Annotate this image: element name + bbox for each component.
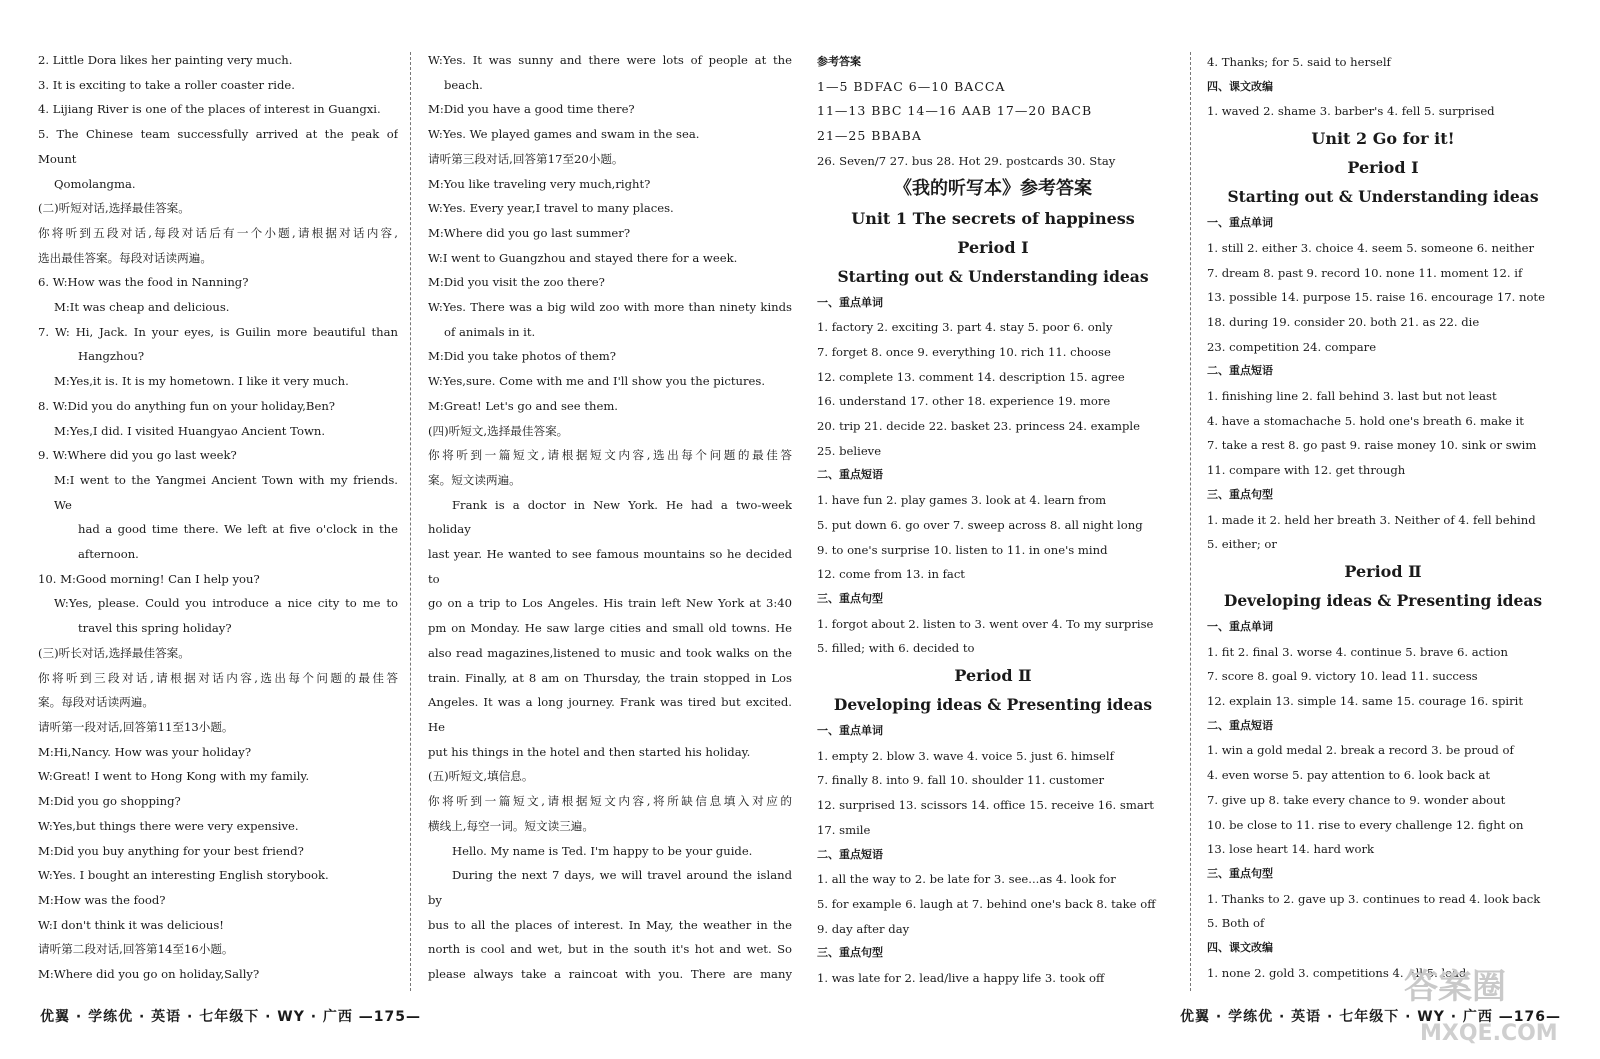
text-line: W:I don't think it was delicious! [38,917,224,932]
text-line: 1. all the way to 2. be late for 3. see...as 4. look for [817,872,1116,887]
text-line: 5. filled; with 6. decided to [817,641,975,656]
text-line: Qomolangma. [54,176,136,191]
text-line: 11—13 BBC 14—16 AAB 17—20 BACB [817,103,1093,119]
text-line: 10. be close to 11. rise to every challenge 12. fight on [1207,817,1524,832]
text-line: Period Ⅰ [957,237,1029,257]
text-line: 5. put down 6. go over 7. sweep across 8. all night long [817,517,1143,532]
text-line: bus to all the places of interest. In May, the weather in the [428,917,792,932]
text-line: 三、重点句型 [1207,487,1273,501]
text-line: 1. fit 2. final 3. worse 4. continue 5. brave 6. action [1207,644,1508,659]
text-line: beach. [444,77,483,92]
text-line: had a good time there. We left at five o'clock in the [78,522,398,537]
text-line: (二)听短对话,选择最佳答案。 [38,201,190,216]
text-line: M:Did you have a good time there? [428,102,635,117]
text-line: M:I went to the Yangmei Ancient Town with my friends. We [54,472,398,512]
column-2 [428,48,792,989]
text-line: 一、重点单词 [817,295,883,309]
text-line: please always take a raincoat with you. There are many [428,967,792,982]
text-line: 1. none 2. gold 3. competitions 4. All 5. lead [1207,965,1467,980]
text-line: 三、重点句型 [817,946,883,960]
text-line: M:Did you go shopping? [38,794,181,809]
text-line: 三、重点句型 [1207,866,1273,880]
text-line: 25. believe [817,443,882,458]
text-line: 12. surprised 13. scissors 14. office 15. receive 16. smart [817,798,1154,813]
text-line: M:Did you buy anything for your best friend? [38,843,304,858]
text-line: 请听第二段对话,回答第14至16小题。 [38,942,234,957]
text-line: Hello. My name is Ted. I'm happy to be your guide. [452,843,753,858]
text-line: 7. score 8. goal 9. victory 10. lead 11. success [1207,669,1478,684]
text-line: north is cool and wet, but in the south it's hot and wet. So [428,942,792,957]
text-line: of animals in it. [444,324,536,339]
text-line: 1—5 BDFAC 6—10 BACCA [817,78,1006,94]
text-line: 5. The Chinese team successfully arrived at the peak of Mount [38,127,398,166]
text-line: Period Ⅱ [1344,561,1422,581]
text-line: 7. finally 8. into 9. fall 10. shoulder 11. customer [817,773,1105,788]
text-line [38,987,398,989]
text-line: 12. explain 13. simple 14. same 15. courage 16. spirit [1207,694,1523,709]
watermark-url: MXQE.COM [1420,1021,1558,1046]
text-line: M:Hi,Nancy. How was your holiday? [38,744,252,759]
text-line: M:Did you take photos of them? [428,349,617,364]
text-line: (三)听长对话,选择最佳答案。 [38,645,190,660]
text-line: last year. He wanted to see famous mountains so he decided to [428,547,792,586]
text-line: 1. finishing line 2. fall behind 3. last but not least [1207,389,1497,404]
text-line: go on a trip to Los Angeles. His train left New York at 3:40 [428,596,792,611]
text-line: 1. still 2. either 3. choice 4. seem 5. someone 6. neither [1207,240,1535,255]
text-line: W:Yes. There was a big wild zoo with more than ninety kinds [428,300,792,315]
text-line: Period Ⅰ [1347,158,1419,178]
text-line: (四)听短文,选择最佳答案。 [428,423,569,438]
column-1 [38,48,398,989]
text-line: 18. during 19. consider 20. both 21. as 22. die [1207,314,1480,329]
text-line: 1. have fun 2. play games 3. look at 4. learn from [817,493,1107,508]
text-line: 13. lose heart 14. hard work [1207,842,1375,857]
text-line: 7. W: Hi, Jack. In your eyes, is Guilin more beautiful than [38,324,398,339]
page-footer-left: 优翼 · 学练优 · 英语 · 七年级下 · WY · 广西 —175— [40,1009,422,1025]
text-line: 一、重点单词 [1207,619,1273,633]
text-line: 1. was late for 2. lead/live a happy life 3. took off [817,971,1105,986]
text-line: 你将听到三段对话,请根据对话内容,选出每个问题的最佳答 [38,670,398,685]
text-line: 5. either; or [1207,537,1277,552]
text-line: 二、重点短语 [817,468,883,482]
text-line: 四、课文改编 [1207,79,1273,93]
text-line [428,987,792,989]
text-line: 案。短文读两遍。 [428,472,521,487]
text-line: 四、课文改编 [1207,941,1273,955]
text-line: 5. Both of [1207,916,1265,931]
text-line: 1. Thanks to 2. gave up 3. continues to read 4. look back [1207,891,1541,906]
text-line: 16. understand 17. other 18. experience 19. more [817,394,1111,409]
text-line: 20. trip 21. decide 22. basket 23. princess 24. example [817,419,1140,434]
text-line: During the next 7 days, we will travel around the island by [428,868,792,907]
text-line: 7. forget 8. once 9. everything 10. rich 11. choose [817,344,1111,359]
watermark-logo [1400,950,1590,1050]
text-line: 1. waved 2. shame 3. barber's 4. fell 5. surprised [1207,104,1495,119]
text-line: M:How was the food? [38,892,166,907]
text-line: 12. come from 13. in fact [817,567,965,582]
text-line: also read magazines,listened to music and took walks on the [428,645,792,660]
text-line: 23. competition 24. compare [1207,339,1377,354]
text-line: travel this spring holiday? [78,621,232,636]
text-line: 9. W:Where did you go last week? [38,448,237,463]
text-line: 一、重点单词 [1207,216,1273,230]
text-line: W:Yes,but things there were very expensive. [38,818,299,833]
text-line: 2. Little Dora likes her painting very much. [38,53,293,67]
text-line: Period Ⅱ [954,666,1032,686]
text-line: 请听第三段对话,回答第17至20小题。 [428,151,624,166]
text-line: 1. factory 2. exciting 3. part 4. stay 5. poor 6. only [817,320,1113,335]
text-line: 3. It is exciting to take a roller coaster ride. [38,77,295,92]
text-line: 6. W:How was the food in Nanning? [38,275,249,290]
text-line: 你将听到五段对话,每段对话后有一个小题,请根据对话内容, [38,225,398,240]
text-line: 二、重点短语 [1207,718,1273,732]
text-line: 17. smile [817,822,871,837]
text-line: W:I went to Guangzhou and stayed there for a week. [428,250,738,265]
text-line: put his things in the hotel and then started his holiday. [428,744,751,759]
text-line: 13. possible 14. purpose 15. raise 16. encourage 17. note [1207,290,1545,305]
text-line: 二、重点短语 [1207,364,1273,378]
text-line: W:Great! I went to Hong Kong with my family. [38,769,310,784]
text-line: 三、重点句型 [817,591,883,605]
text-line: 1. made it 2. held her breath 3. Neither of 4. fell behind [1207,512,1536,527]
text-line: 7. dream 8. past 9. record 10. none 11. moment 12. if [1207,265,1523,280]
text-line: (五)听短文,填信息。 [428,769,534,784]
text-line: Angeles. It was a long journey. Frank was tired but excited. He [428,695,792,734]
text-line: 21—25 BBABA [817,128,922,144]
text-line: Starting out & Understanding ideas [837,266,1149,286]
text-line: W:Yes,sure. Come with me and I'll show you the pictures. [428,374,766,389]
watermark-text: 答案圈 [1404,967,1506,1007]
text-line: M:It was cheap and delicious. [54,300,230,315]
column-divider [1190,52,1191,991]
text-line: Unit 1 The secrets of happiness [851,208,1135,228]
text-line: W:Yes, please. Could you introduce a nice city to me to [54,596,398,611]
text-line: 参考答案 [817,55,861,68]
text-line: Frank is a doctor in New York. He had a two-week holiday [428,497,792,537]
text-line: W:Yes. We played games and swam in the sea. [428,127,700,142]
text-line: 1. forgot about 2. listen to 3. went over 4. To my surprise [817,616,1154,631]
text-line: pm on Monday. He saw large cities and small old towns. He [428,621,792,636]
text-line: 9. to one's surprise 10. listen to 11. in one's mind [817,542,1108,557]
text-line: 7. give up 8. take every chance to 9. wonder about [1207,792,1506,807]
text-line: 8. W:Did you do anything fun on your holiday,Ben? [38,398,335,413]
text-line: 12. complete 13. comment 14. description 15. agree [817,369,1125,384]
text-line: M:Yes,it is. It is my hometown. I like it very much. [54,374,349,389]
text-line: 《我的听写本》参考答案 [894,177,1092,199]
text-line: 7. take a rest 8. go past 9. raise money 10. sink or swim [1207,438,1537,453]
text-line: W:Yes. I bought an interesting English storybook. [38,868,329,883]
text-line: Hangzhou? [78,349,145,364]
text-line: Developing ideas & Presenting ideas [1223,590,1543,610]
text-line: 11. compare with 12. get through [1207,463,1406,478]
text-line: 9. day after day [817,921,910,936]
text-line: 4. even worse 5. pay attention to 6. look back at [1207,768,1491,783]
column-divider [410,52,411,991]
text-line: 4. have a stomachache 5. hold one's breath 6. make it [1207,413,1524,428]
text-line: M:Where did you go on holiday,Sally? [38,967,260,982]
text-line: 你将听到一篇短文,请根据短文内容,选出每个问题的最佳答 [428,448,792,463]
text-line: W:Yes. It was sunny and there were lots of people at the [428,53,792,67]
column-4 [1207,50,1559,989]
text-line: M:Yes,I did. I visited Huangyao Ancient Town. [54,423,326,438]
text-line: 一、重点单词 [817,724,883,738]
text-line: 你将听到一篇短文,请根据短文内容,将所缺信息填入对应的 [428,794,792,809]
column-3 [817,50,1169,989]
text-line: train. Finally, at 8 am on Thursday, the train stopped in Los [428,670,792,685]
text-line: 10. M:Good morning! Can I help you? [38,571,260,586]
text-line: Unit 2 Go for it! [1311,129,1455,149]
text-line: 请听第一段对话,回答第11至13小题。 [38,719,234,734]
text-line: Starting out & Understanding ideas [1227,187,1539,207]
text-line: 4. Thanks; for 5. said to herself [1207,55,1391,69]
text-line: 1. empty 2. blow 3. wave 4. voice 5. just 6. himself [817,748,1114,763]
text-line: 选出最佳答案。每段对话读两遍。 [38,250,212,265]
text-line: M:Did you visit the zoo there? [428,275,605,290]
text-line: afternoon. [78,547,139,562]
page-footer-right: 优翼 · 学练优 · 英语 · 七年级下 · WY · 广西 —176— [1180,1009,1562,1025]
text-line: Developing ideas & Presenting ideas [833,695,1153,715]
text-line: 26. Seven/7 27. bus 28. Hot 29. postcards 30. Stay [817,153,1116,168]
text-line: 横线上,每空一词。短文读三遍。 [428,818,594,833]
text-line: M:Where did you go last summer? [428,225,631,240]
text-line: 4. Lijiang River is one of the places of interest in Guangxi. [38,102,381,117]
text-line: 二、重点短语 [817,847,883,861]
text-line: M:You like traveling very much,right? [428,176,651,191]
text-line: 案。每段对话读两遍。 [38,695,154,710]
text-line: 1. win a gold medal 2. break a record 3. be proud of [1207,743,1514,758]
text-line: M:Great! Let's go and see them. [428,398,618,413]
text-line: W:Yes. Every year,I travel to many places. [428,201,674,216]
text-line: 5. for example 6. laugh at 7. behind one's back 8. take off [817,896,1156,911]
